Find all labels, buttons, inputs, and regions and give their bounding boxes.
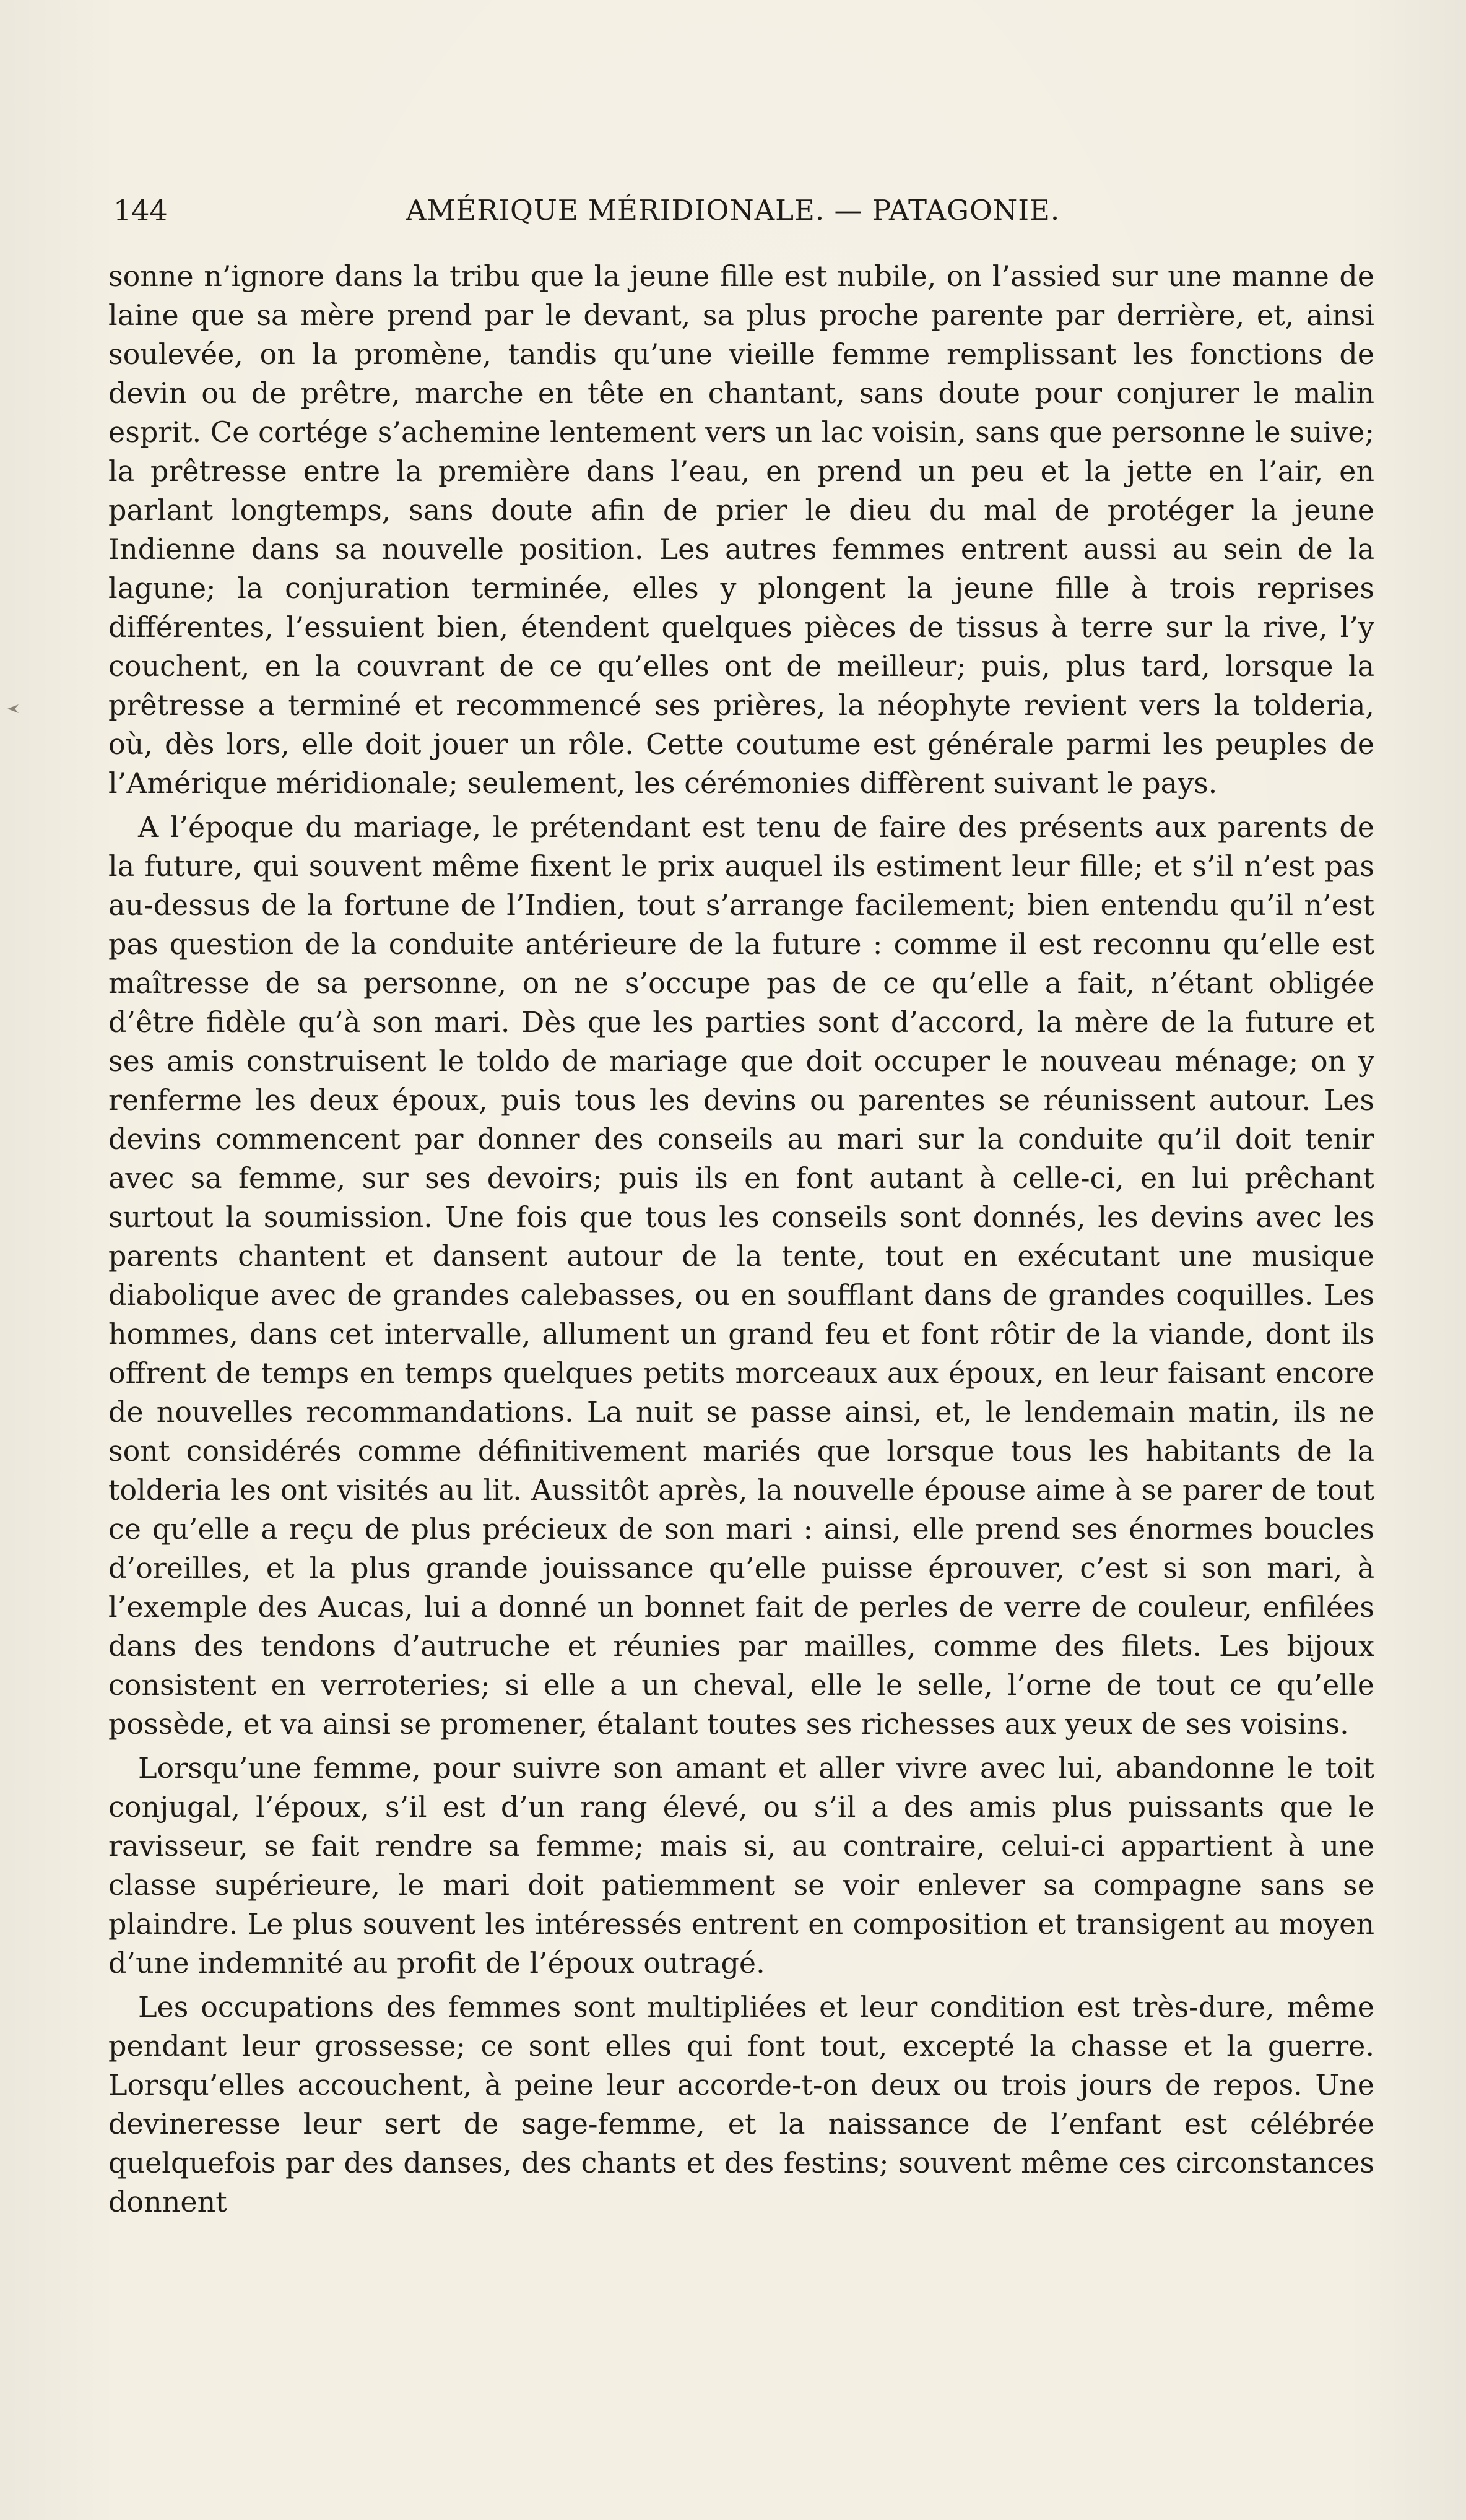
paragraph: Lorsqu’une femme, pour suivre son amant et aller vivre avec lui, abandonne le toit conjugal, l’époux, s’il est d’un rang élevé, ou s’il a des amis plus puissants que le ravisseur, se fait rendre sa femme; mais si, au contraire, celui-ci appartient à une classe supérieure, le mari doit patiemment se voir enlever sa compagne sans se plaindre. Le plus souvent les intéressés entrent en composition et transigent au moyen d’une indemnité au profit de l’époux outragé.	[108, 1751, 1374, 1980]
page-header	[113, 189, 1353, 232]
body-text	[108, 257, 1374, 2244]
paragraph: Les occupations des femmes sont multipliées et leur condition est très-dure, même pendant leur grossesse; ce sont elles qui font tout, excepté la chasse et la guerre. Lorsqu’elles accouchent, à peine leur accorde-t-on deux ou trois jours de repos. Une devineresse leur sert de sage-femme, et la naissance de l’enfant est célébrée quelquefois par des danses, des chants et des festins; souvent même ces circonstances donnent	[108, 1990, 1374, 2219]
margin-mark-icon	[6, 703, 28, 715]
page-number: 144	[113, 194, 168, 227]
paragraph: A l’époque du mariage, le prétendant est tenu de faire des présents aux parents de la future, qui souvent même fixent le prix auquel ils estiment leur fille; et s’il n’est pas au-dessus de la fortune de l’Indien, tout s’arrange facilement; bien entendu qu’il n’est pas question de la conduite antérieure de la future : comme il est reconnu qu’elle est maîtresse de sa personne, on ne s’occupe pas de ce qu’elle a fait, n’étant obligée d’être fidèle qu’à son mari. Dès que les parties sont d’accord, la mère de la future et ses amis construisent le toldo de mariage que doit occuper le nouveau ménage; on y renferme les deux époux, puis tous les devins ou parentes se réunissent autour. Les devins commencent par donner des conseils au mari sur la conduite qu’il doit tenir avec sa femme, sur ses devoirs; puis ils en font autant à celle-ci, en lui prêchant surtout la soumission. Une fois que tous les conseils sont donnés, les devins avec les parents chantent et dansent autour de la tente, tout en exécutant une musique diabolique avec de grandes calebasses, ou en soufflant dans de grandes coquilles. Les hommes, dans cet intervalle, allument un grand feu et font rôtir de la viande, dont ils offrent de temps en temps quelques petits morceaux aux époux, en leur faisant encore de nouvelles recommandations. La nuit se passe ainsi, et, le lendemain matin, ils ne sont considérés comme définitivement mariés que lorsque tous les habitants de la tolderia les ont visités au lit. Aussitôt après, la nouvelle épouse aime à se parer de tout ce qu’elle a reçu de plus précieux de son mari : ainsi, elle prend ses énormes boucles d’oreilles, et la plus grande jouissance qu’elle puisse éprouver, c’est si son mari, à l’exemple des Aucas, lui a donné un bonnet fait de perles de verre de couleur, enfilées dans des tendons d’autruche et réunies par mailles, comme des filets. Les bijoux consistent en verroteries; si elle a un cheval, elle le selle, l’orne de tout ce qu’elle possède, et va ainsi se promener, étalant toutes ses richesses aux yeux de ses voisins.	[108, 810, 1374, 1741]
paragraph: sonne n’ignore dans la tribu que la jeune fille est nubile, on l’assied sur une manne de laine que sa mère prend par le devant, sa plus proche parente par derrière, et, ainsi soulevée, on la promène, tandis qu’une vieille femme remplissant les fonctions de devin ou de prêtre, marche en tête en chantant, sans doute pour conjurer le malin esprit. Ce cortége s’achemine lentement vers un lac voisin, sans que personne le suive; la prêtresse entre la première dans l’eau, en prend un peu et la jette en l’air, en parlant longtemps, sans doute afin de prier le dieu du mal de protéger la jeune Indienne dans sa nouvelle position. Les autres femmes entrent aussi au sein de la lagune; la conjuration terminée, elles y plongent la jeune fille à trois reprises différentes, l’essuient bien, étendent quelques pièces de tissus à terre sur la rive, l’y couchent, en la couvrant de ce qu’elles ont de meilleur; puis, plus tard, lorsque la prêtresse a terminé et recommencé ses prières, la néophyte revient vers la tolderia, où, dès lors, elle doit jouer un rôle. Cette coutume est générale parmi les peuples de l’Amérique méridionale; seulement, les cérémonies diffèrent suivant le pays.	[108, 259, 1374, 800]
running-title: AMÉRIQUE MÉRIDIONALE. — PATAGONIE.	[406, 194, 1060, 227]
